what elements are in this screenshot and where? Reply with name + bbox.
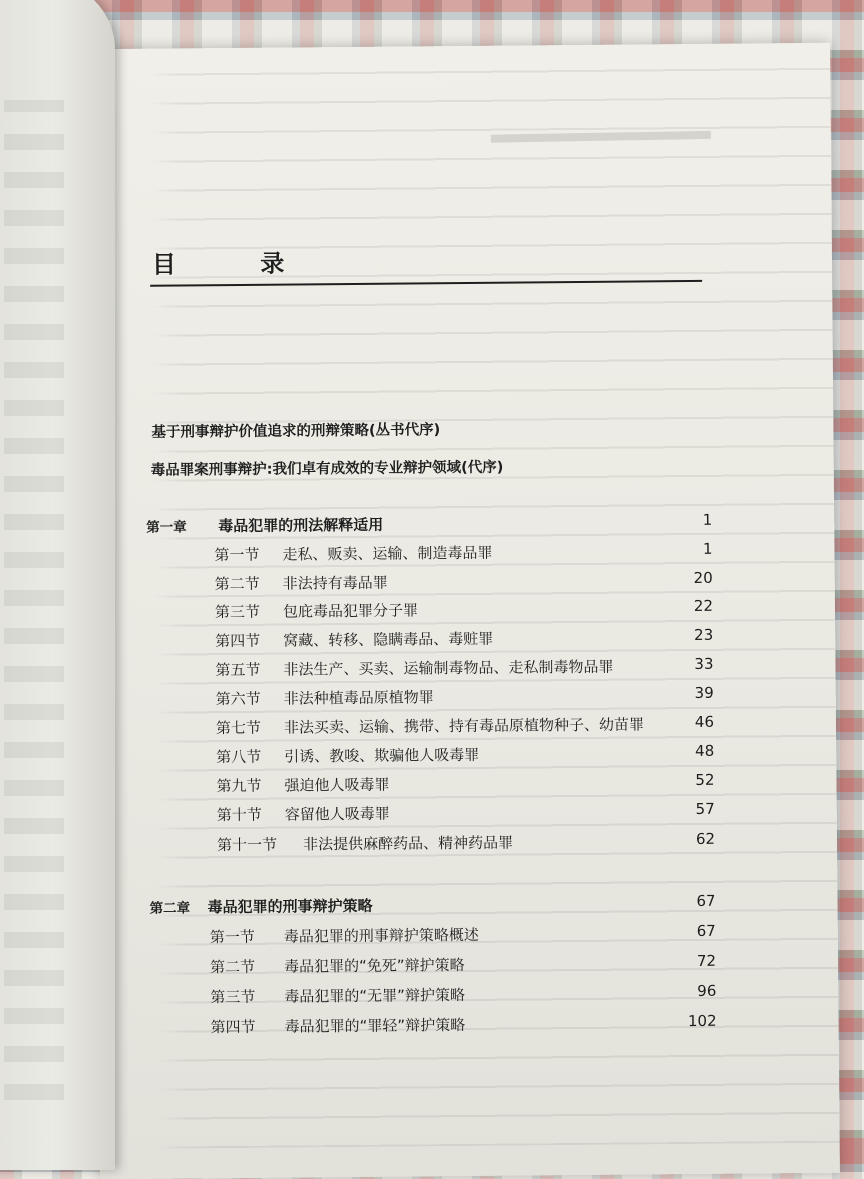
chapter-page: 67 — [696, 891, 716, 910]
section-page: 62 — [695, 829, 716, 848]
section-entry — [216, 771, 714, 799]
section-entry — [211, 1012, 717, 1040]
section-number: 第九节 — [216, 776, 262, 796]
section-title: 引诱、教唆、欺骗他人吸毒罪 — [284, 745, 480, 766]
section-number: 第七节 — [215, 718, 262, 738]
section-title: 毒品犯罪的“罪轻”辩护策略 — [284, 1016, 466, 1036]
toc-title: 目 录 — [151, 248, 323, 279]
section-page: 48 — [695, 741, 715, 760]
section-number: 第五节 — [215, 660, 261, 680]
section-title: 毒品犯罪的“免死”辩护策略 — [284, 956, 465, 976]
section-number: 第三节 — [214, 602, 261, 622]
section-title: 毒品犯罪的“无罪”辩护策略 — [284, 986, 465, 1006]
book-page — [90, 43, 840, 1179]
chapter-entry — [146, 511, 712, 540]
section-page: 39 — [694, 683, 714, 702]
section-entry — [217, 830, 715, 858]
section-number: 第六节 — [215, 689, 261, 709]
section-title: 强迫他人吸毒罪 — [284, 775, 390, 795]
previous-page-text-ghost — [4, 100, 64, 1100]
section-title: 包庇毒品犯罪分子罪 — [282, 601, 419, 621]
section-page: 102 — [687, 1011, 717, 1031]
title-rule — [150, 280, 702, 287]
previous-page-edge — [0, 0, 115, 1170]
chapter-number: 第一章 — [146, 519, 187, 536]
section-number: 第一节 — [209, 927, 255, 947]
section-title: 非法种植毒品原植物罪 — [283, 688, 434, 708]
table-of-contents — [90, 43, 840, 1179]
section-title: 非法买卖、运输、携带、持有毒品原植物种子、幼苗罪 — [283, 715, 645, 737]
section-page: 96 — [697, 981, 717, 1000]
section-number: 第一节 — [214, 545, 260, 565]
section-page: 20 — [693, 568, 713, 588]
chapter-number: 第二章 — [149, 900, 191, 917]
section-entry — [216, 684, 714, 712]
section-entry — [210, 982, 716, 1010]
section-entry — [215, 655, 713, 683]
section-page: 22 — [693, 596, 714, 616]
section-number: 第十一节 — [216, 835, 278, 855]
section-entry — [210, 922, 716, 950]
section-page: 57 — [695, 799, 715, 818]
section-page: 72 — [696, 951, 717, 970]
section-entry — [210, 952, 716, 980]
section-title: 毒品犯罪的刑事辩护策略概述 — [283, 925, 479, 946]
section-title: 窝藏、转移、隐瞒毒品、毒赃罪 — [283, 629, 494, 650]
section-entry — [215, 626, 713, 654]
section-page: 1 — [702, 539, 713, 558]
section-number: 第十节 — [216, 805, 262, 825]
section-title: 非法生产、买卖、运输制毒物品、走私制毒物品罪 — [283, 657, 614, 679]
section-title: 非法提供麻醉药品、精神药品罪 — [302, 833, 514, 854]
chapter-page: 1 — [702, 510, 713, 529]
chapter-title: 毒品犯罪的刑法解释适用 — [218, 515, 384, 536]
section-title: 容留他人吸毒罪 — [284, 804, 390, 824]
chapter-title: 毒品犯罪的刑事辩护策略 — [207, 896, 373, 917]
section-entry — [214, 540, 712, 568]
section-page: 23 — [694, 625, 714, 645]
section-entry — [217, 800, 715, 828]
section-number: 第二节 — [210, 957, 256, 977]
section-entry — [216, 742, 714, 770]
section-entry — [215, 597, 713, 625]
section-number: 第四节 — [215, 631, 261, 651]
section-page: 67 — [696, 921, 716, 940]
section-number: 第八节 — [216, 747, 262, 767]
section-title: 非法持有毒品罪 — [282, 573, 388, 593]
preface-entry: 基于刑事辩护价值追求的刑辩策略(丛书代序) — [151, 422, 441, 441]
preface-entry: 毒品罪案刑事辩护:我们卓有成效的专业辩护领域(代序) — [150, 459, 504, 479]
section-number: 第二节 — [214, 574, 260, 594]
chapter-entry — [149, 892, 715, 921]
section-number: 第四节 — [210, 1017, 256, 1037]
section-page: 33 — [694, 654, 714, 673]
section-number: 第三节 — [210, 987, 256, 1007]
section-page: 46 — [694, 712, 715, 731]
section-entry — [216, 713, 714, 741]
section-title: 走私、贩卖、运输、制造毒品罪 — [282, 543, 493, 564]
section-page: 52 — [695, 770, 715, 789]
section-entry — [215, 569, 713, 597]
